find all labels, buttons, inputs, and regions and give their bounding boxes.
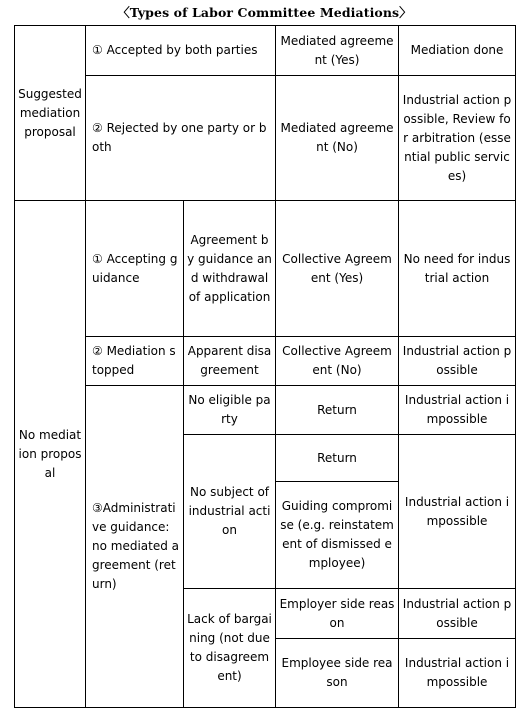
employee-action-cell: Industrial action impossible bbox=[399, 639, 516, 708]
table-row bbox=[15, 337, 516, 386]
accepted-action-cell: Mediation done bbox=[399, 26, 516, 76]
table-row bbox=[15, 386, 516, 435]
no-eligible-result-cell: Return bbox=[276, 386, 399, 435]
employer-reason-cell: Employer side reason bbox=[276, 589, 399, 639]
accepted-condition-cell: ① Accepted by both parties bbox=[86, 26, 276, 76]
accepting-guidance-condition-cell: ① Accepting guidance bbox=[86, 201, 184, 337]
table-row bbox=[15, 201, 516, 337]
no-eligible-action-cell: Industrial action impossible bbox=[399, 386, 516, 435]
rejected-condition-cell: ② Rejected by one party or both bbox=[86, 76, 276, 201]
rejected-result-cell: Mediated agreement (No) bbox=[276, 76, 399, 201]
lack-bargaining-detail-cell: Lack of bargaining (not due to disagreement) bbox=[184, 589, 276, 708]
rejected-action-cell: Industrial action possible, Review for arbitration (essential public services) bbox=[399, 76, 516, 201]
accepting-guidance-action-cell: No need for industrial action bbox=[399, 201, 516, 337]
no-eligible-detail-cell: No eligible party bbox=[184, 386, 276, 435]
employee-reason-cell: Employee side reason bbox=[276, 639, 399, 708]
table-row bbox=[15, 76, 516, 201]
suggested-proposal-cell: Suggested mediation proposal bbox=[15, 26, 86, 201]
no-subject-action-cell: Industrial action impossible bbox=[399, 435, 516, 589]
accepted-result-cell: Mediated agreement (Yes) bbox=[276, 26, 399, 76]
no-subject-return-cell: Return bbox=[276, 435, 399, 482]
table-row bbox=[15, 26, 516, 76]
document-title: 〈Types of Labor Committee Mediations〉 bbox=[117, 5, 412, 20]
mediation-stopped-result-cell: Collective Agreement (No) bbox=[276, 337, 399, 386]
mediation-stopped-action-cell: Industrial action possible bbox=[399, 337, 516, 386]
mediation-stopped-detail-cell: Apparent disagreement bbox=[184, 337, 276, 386]
mediation-types-table bbox=[14, 25, 516, 708]
employer-action-cell: Industrial action possible bbox=[399, 589, 516, 639]
accepting-guidance-detail-cell: Agreement by guidance and withdrawal of application bbox=[184, 201, 276, 337]
accepting-guidance-result-cell: Collective Agreement (Yes) bbox=[276, 201, 399, 337]
no-subject-detail-cell: No subject of industrial action bbox=[184, 435, 276, 589]
mediation-stopped-condition-cell: ② Mediation stopped bbox=[86, 337, 184, 386]
administrative-condition-cell: ③Administrative guidance: no mediated agreement (return) bbox=[86, 386, 184, 708]
no-proposal-cell: No mediation proposal bbox=[15, 201, 86, 708]
no-subject-compromise-cell: Guiding compromise (e.g. reinstatement of dismissed employee) bbox=[276, 482, 399, 589]
